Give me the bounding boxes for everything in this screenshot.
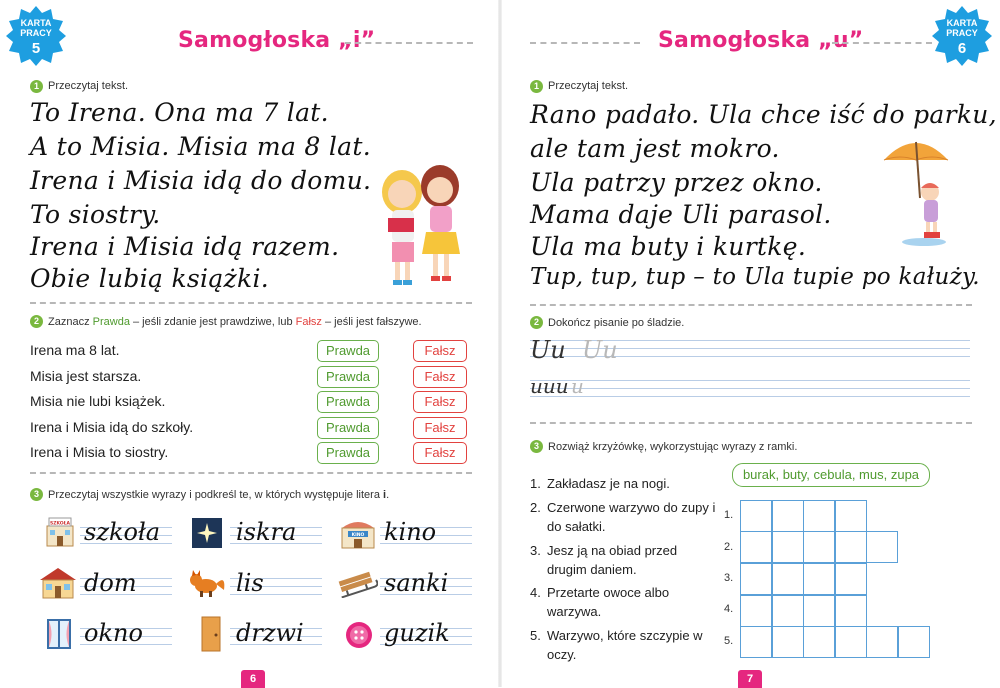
- word-szkola[interactable]: szkoła: [84, 518, 161, 546]
- worksheet-badge: [4, 4, 68, 68]
- reading-line: Irena i Misia idą do domu.: [30, 166, 372, 195]
- tracing-guide[interactable]: u: [571, 374, 584, 398]
- right-page: [500, 0, 1000, 687]
- reading-line: Mama daje Uli parasol.: [530, 200, 832, 229]
- reading-line: Irena i Misia idą razem.: [30, 232, 340, 261]
- crossword-cell[interactable]: [740, 563, 772, 595]
- page-title: Samogłoska „u”: [658, 28, 864, 53]
- reading-line: To siostry.: [30, 200, 161, 229]
- title-divider: [530, 42, 640, 44]
- word-bank: burak, buty, cebula, mus, zupa: [732, 463, 930, 487]
- true-button[interactable]: Prawda: [317, 391, 379, 413]
- false-button[interactable]: Fałsz: [413, 442, 467, 464]
- left-page: [0, 0, 500, 687]
- crossword-row-number: 2.: [724, 541, 734, 553]
- badge-number: 5: [31, 40, 41, 57]
- crossword-clue: 4. Przetarte owoce albo warzywa.: [530, 585, 670, 619]
- tracing-sample: Uu: [530, 336, 566, 364]
- false-button[interactable]: Fałsz: [413, 366, 467, 388]
- tracing-lines: [530, 380, 970, 404]
- crossword-cell[interactable]: [772, 500, 804, 532]
- word-dom[interactable]: dom: [84, 569, 137, 597]
- crossword-cell[interactable]: [803, 531, 835, 563]
- statement-text: Misia nie lubi książek.: [30, 393, 166, 409]
- crossword-row-number: 1.: [724, 509, 734, 521]
- crossword-cell[interactable]: [835, 500, 867, 532]
- cinema-icon: [338, 516, 378, 550]
- badge-label: KARTA PRACY: [20, 18, 52, 38]
- false-button[interactable]: Fałsz: [413, 417, 467, 439]
- crossword-clue: 2. Czerwone warzywo do zupy i do sałatki.: [530, 500, 716, 534]
- section-instruction: Dokończ pisanie po śladzie.: [548, 317, 685, 329]
- false-button[interactable]: Fałsz: [413, 391, 467, 413]
- true-button[interactable]: Prawda: [317, 366, 379, 388]
- crossword-cell[interactable]: [740, 626, 772, 658]
- section-instruction: Przeczytaj tekst.: [548, 80, 629, 92]
- crossword-cell[interactable]: [866, 531, 898, 563]
- word-drzwi[interactable]: drzwi: [236, 619, 304, 647]
- badge-number: 6: [957, 40, 967, 57]
- school-icon: [45, 516, 75, 548]
- crossword-cell[interactable]: [772, 595, 804, 627]
- page-number: 7: [738, 670, 762, 688]
- section-number: 2: [530, 316, 543, 329]
- svg-text:KINO: KINO: [351, 533, 365, 538]
- crossword-row-number: 3.: [724, 572, 734, 584]
- statement-text: Irena ma 8 lat.: [30, 342, 120, 358]
- crossword-row-number: 4.: [724, 603, 734, 615]
- title-divider: [345, 42, 473, 44]
- crossword-cell[interactable]: [866, 626, 898, 658]
- crossword-clue: 5. Warzywo, które szczypie w oczy.: [530, 628, 703, 662]
- page-number: 6: [241, 670, 265, 688]
- word-sanki[interactable]: sanki: [384, 569, 449, 597]
- word-iskra[interactable]: iskra: [236, 518, 297, 546]
- word-okno[interactable]: okno: [84, 619, 143, 647]
- reading-line: Tup, tup, tup – to Ula tupie po kałuży.: [530, 264, 980, 290]
- tracing-guide[interactable]: Uu: [582, 336, 618, 364]
- section-instruction: Przeczytaj wszystkie wyrazy i podkreśl te, w których występuje litera i.: [48, 489, 390, 501]
- worksheet-badge: [930, 4, 994, 68]
- true-button[interactable]: Prawda: [317, 442, 379, 464]
- section-instruction: Zaznacz Prawda – jeśli zdanie jest prawdziwe, lub Fałsz – jeśli jest fałszywe.: [48, 316, 422, 328]
- crossword-cell[interactable]: [835, 563, 867, 595]
- svg-text:SZKOŁA: SZKOŁA: [50, 521, 70, 527]
- section-number: 3: [530, 440, 543, 453]
- girl-umbrella-illustration: [882, 132, 966, 252]
- reading-line: Obie lubią książki.: [30, 264, 270, 293]
- sled-icon: [336, 568, 378, 598]
- section-divider: [30, 472, 472, 474]
- crossword-cell[interactable]: [740, 531, 772, 563]
- reading-line: To Irena. Ona ma 7 lat.: [30, 98, 329, 127]
- section-instruction: Przeczytaj tekst.: [48, 80, 129, 92]
- section-divider: [530, 422, 972, 424]
- section-instruction: Rozwiąż krzyżówkę, wykorzystując wyrazy z ramki.: [548, 441, 798, 453]
- section-number: 1: [30, 80, 43, 93]
- title-divider: [832, 42, 932, 44]
- fox-icon: [188, 566, 228, 598]
- false-button[interactable]: Fałsz: [413, 340, 467, 362]
- section-divider: [30, 302, 472, 304]
- house-icon: [38, 566, 78, 600]
- section-number: 3: [30, 488, 43, 501]
- crossword-cell[interactable]: [803, 626, 835, 658]
- reading-line: ale tam jest mokro.: [530, 134, 780, 163]
- crossword-row-number: 5.: [724, 635, 734, 647]
- word-kino[interactable]: kino: [384, 518, 437, 546]
- tracing-sample: uuu: [530, 374, 569, 398]
- reading-line: Ula patrzy przez okno.: [530, 168, 823, 197]
- badge-label: KARTA PRACY: [946, 18, 978, 38]
- button-icon: [344, 620, 374, 650]
- door-icon: [200, 616, 222, 652]
- crossword-cell[interactable]: [772, 563, 804, 595]
- crossword-cell[interactable]: [835, 531, 867, 563]
- reading-line: Ula ma buty i kurtkę.: [530, 232, 807, 261]
- reading-line: A to Misia. Misia ma 8 lat.: [30, 132, 371, 161]
- page-title: Samogłoska „i”: [178, 28, 376, 53]
- statement-text: Irena i Misia idą do szkoły.: [30, 419, 194, 435]
- word-guzik[interactable]: guzik: [384, 619, 450, 647]
- word-lis[interactable]: lis: [236, 569, 264, 597]
- crossword-clue: 1. Zakładasz je na nogi.: [530, 476, 670, 491]
- section-number: 2: [30, 315, 43, 328]
- statement-text: Irena i Misia to siostry.: [30, 444, 169, 460]
- crossword-cell[interactable]: [772, 626, 804, 658]
- sparkle-icon: [192, 518, 222, 548]
- crossword-cell[interactable]: [803, 563, 835, 595]
- crossword-cell[interactable]: [740, 500, 772, 532]
- true-button[interactable]: Prawda: [317, 340, 379, 362]
- section-number: 1: [530, 80, 543, 93]
- section-divider: [530, 304, 972, 306]
- crossword-cell[interactable]: [803, 595, 835, 627]
- crossword-cell[interactable]: [772, 531, 804, 563]
- crossword-cell[interactable]: [835, 626, 867, 658]
- girls-illustration: [370, 160, 470, 290]
- true-button[interactable]: Prawda: [317, 417, 379, 439]
- crossword-cell[interactable]: [835, 595, 867, 627]
- crossword-cell[interactable]: [898, 626, 930, 658]
- window-icon: [46, 618, 72, 650]
- crossword-cell[interactable]: [740, 595, 772, 627]
- reading-line: Rano padało. Ula chce iść do parku,: [530, 100, 997, 129]
- crossword-clue: 3. Jesz ją na obiad przed drugim daniem.: [530, 543, 678, 577]
- statement-text: Misia jest starsza.: [30, 368, 142, 384]
- crossword-cell[interactable]: [803, 500, 835, 532]
